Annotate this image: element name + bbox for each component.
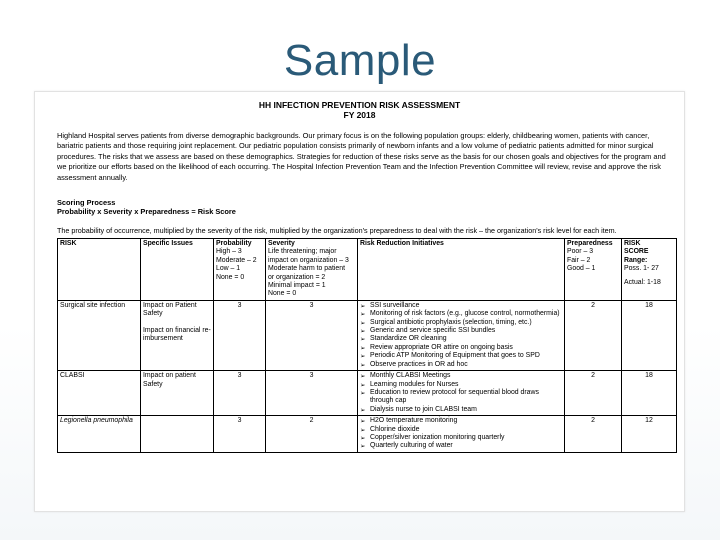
list-item: ➢ Quarterly culturing of water [360, 442, 562, 450]
cell-probability: 3 [214, 416, 266, 453]
risk-table [57, 238, 677, 453]
header-preparedness: Preparedness Poor – 3 Fair – 2 Good – 1 [565, 239, 622, 301]
header-severity: Severity Life threatening; major impact on organization – 3 Moderate harm to patient or organization = 2 Minimal impact = 1 None = 0 [266, 239, 358, 301]
cell-initiatives [358, 300, 565, 370]
scoring-process [57, 198, 357, 217]
header-initiatives: Risk Reduction Initiatives [358, 239, 565, 301]
cell-severity: 3 [266, 371, 358, 416]
list-item: ➢ Standardize OR cleaning [360, 335, 562, 343]
cell-issues: Impact on Patient Safety Impact on financial re-imbursement [141, 300, 214, 370]
cell-score: 18 [622, 371, 677, 416]
scoring-heading: Scoring Process [57, 198, 116, 207]
cell-issues [141, 416, 214, 453]
scoring-formula: Probability x Severity x Preparedness = Risk Score [57, 207, 236, 217]
cell-probability: 3 [214, 371, 266, 416]
list-item: ➢ Generic and service specific SSI bundles [360, 327, 562, 335]
document-title [35, 100, 684, 120]
table-row [58, 300, 677, 370]
cell-severity: 3 [266, 300, 358, 370]
list-item: ➢ Copper/silver ionization monitoring quarterly [360, 434, 562, 442]
cell-preparedness: 2 [565, 416, 622, 453]
cell-severity: 2 [266, 416, 358, 453]
cell-initiatives [358, 371, 565, 416]
probability-description: The probability of occurrence, multiplied by the severity of the risk, multiplied by the organization's preparedness to deal with the risk – the organization's risk level for each item. [57, 226, 617, 235]
cell-preparedness: 2 [565, 300, 622, 370]
list-item: ➢ Observe practices in OR ad hoc [360, 361, 562, 369]
cell-issues: Impact on patient Safety [141, 371, 214, 416]
header-risk-score: RISK SCORE Range: Poss. 1- 27 Actual: 1-18 [622, 239, 677, 301]
cell-preparedness: 2 [565, 371, 622, 416]
table-header-row [58, 239, 677, 301]
intro-paragraph: Highland Hospital serves patients from diverse demographic backgrounds. Our primary focus is on the following population groups: elderly, childbearing women, patients with cancer, bariatric patients and those requiring joint replacement. Our pediatric population consists primarily of newborn infants and a low volume of pediatric patients admitted for minor surgical procedures. The risks that we assess are based on these demographics. Strategies for reduction of these risks serve as the basis for our chosen goals and objectives for the program and we prioritize our efforts based on the likelihood of each occurring. The Hospital Infection Prevention Team and the Infection Prevention Committee will review, revise and approve the risk assessment annually. [57, 131, 666, 182]
cell-risk: CLABSI [58, 371, 141, 416]
list-item: ➢ Dialysis nurse to join CLABSI team [360, 406, 562, 414]
list-item: ➢ Monthly CLABSI Meetings [360, 372, 562, 380]
list-item: ➢ Surgical antibiotic prophylaxis (selection, timing, etc.) [360, 319, 562, 327]
document-title-line2: FY 2018 [343, 110, 376, 120]
slide-title: Sample [283, 36, 437, 85]
header-probability: Probability High – 3 Moderate – 2 Low – 1 None = 0 [214, 239, 266, 301]
list-item: ➢ Monitoring of risk factors (e.g., glucose control, normothermia) [360, 310, 562, 318]
header-issues: Specific Issues [141, 239, 214, 301]
cell-risk: Legionella pneumophila [58, 416, 141, 453]
list-item: ➢ Education to review protocol for sequential blood draws through cap [360, 389, 562, 406]
document-title-line1: HH INFECTION PREVENTION RISK ASSESSMENT [258, 100, 461, 110]
table-row [58, 416, 677, 453]
header-risk: RISK [58, 239, 141, 301]
table-row [58, 371, 677, 416]
cell-initiatives [358, 416, 565, 453]
document-image [34, 91, 685, 512]
list-item: ➢ Learning modules for Nurses [360, 381, 562, 389]
list-item: ➢ Review appropriate OR attire on ongoing basis [360, 344, 562, 352]
list-item: ➢ Periodic ATP Monitoring of Equipment that goes to SPD [360, 352, 562, 360]
cell-score: 12 [622, 416, 677, 453]
list-item: ➢ SSI surveillance [360, 302, 562, 310]
cell-risk: Surgical site infection [58, 300, 141, 370]
list-item: ➢ Chlorine dioxide [360, 426, 562, 434]
cell-score: 18 [622, 300, 677, 370]
list-item: ➢ H2O temperature monitoring [360, 417, 562, 425]
cell-probability: 3 [214, 300, 266, 370]
